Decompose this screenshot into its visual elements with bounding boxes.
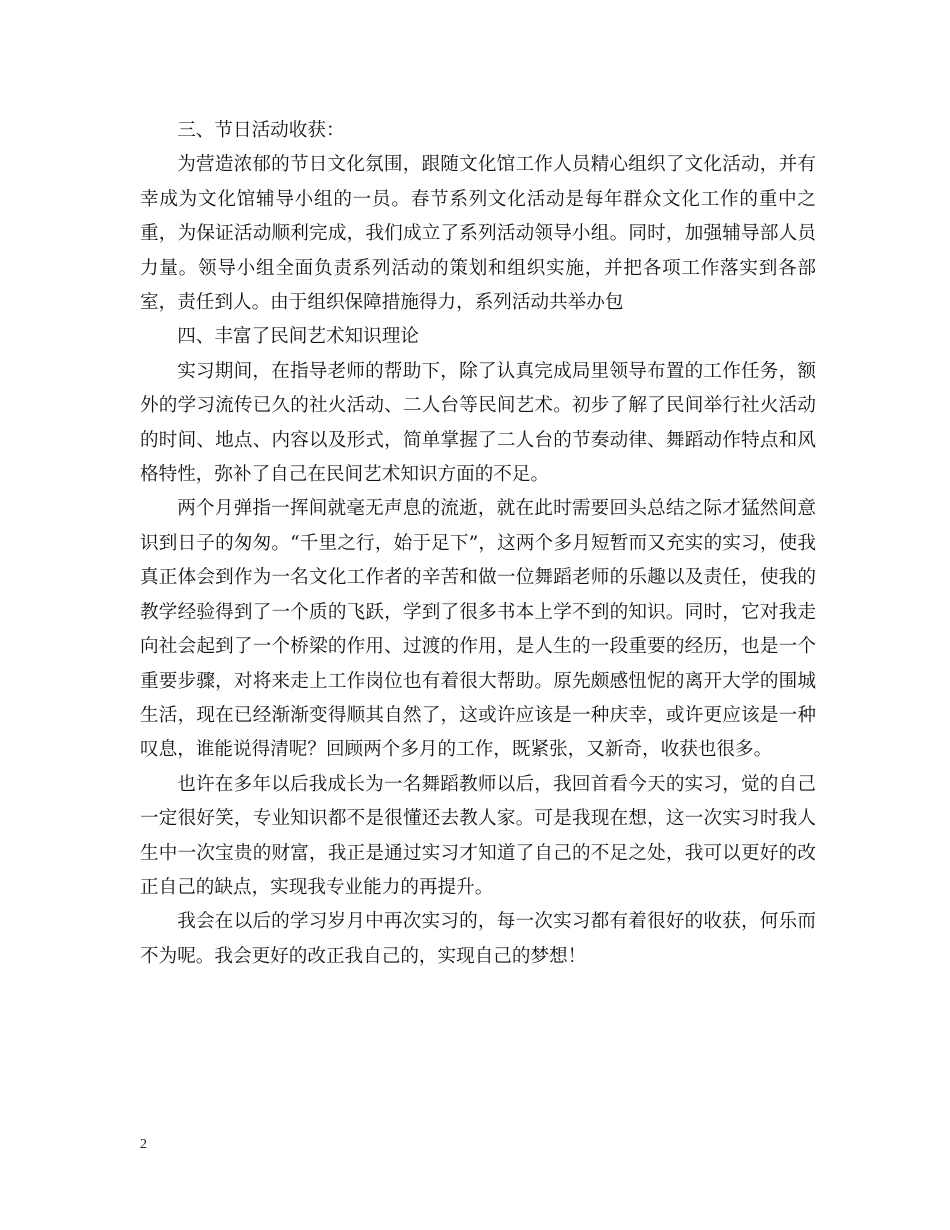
paragraph-festival-activities: 为营造浓郁的节日文化氛围，跟随文化馆工作人员精心组织了文化活动，并有幸成为文化馆辅导小组的一员。春节系列文化活动是每年群众文化工作的重中之重，为保证活动顺利完成，我们成立了系列活动领导小组。同时，加强辅导部人员力量。领导小组全面负责系列活动的策划和组织实施，并把各项工作落实到各部室，责任到人。由于组织保障措施得力，系列活动共举办包 — [140, 154, 816, 314]
paragraph-internship-reflection: 两个月弹指一挥间就毫无声息的流逝，就在此时需要回头总结之际才猛然间意识到日子的匆匆。“千里之行，始于足下”，这两个多月短暂而又充实的实习，使我真正体会到作为一名文化工作者的辛苦和做一位舞蹈老师的乐趣以及责任，使我的教学经验得到了一个质的飞跃，学到了很多书本上学不到的知识。同时，它对我走向社会起到了一个桥梁的作用、过渡的作用，是人生的一段重要的经历，也是一个重要步骤，对将来走上工作岗位也有着很大帮助。原先颇感忸怩的离开大学的围城生活，现在已经渐渐变得顺其自然了，这或许应该是一种庆幸，或许更应该是一种叹息，谁能说得清呢？回顾两个多月的工作，既紧张，又新奇，收获也很多。 — [140, 498, 816, 761]
paragraph-folk-art: 实习期间，在指导老师的帮助下，除了认真完成局里领导布置的工作任务，额外的学习流传已久的社火活动、二人台等民间艺术。初步了解了民间举行社火活动的时间、地点、内容以及形式，简单掌握了二人台的节奏动律、舞蹈动作特点和风格特性，弥补了自己在民间艺术知识方面的不足。 — [140, 360, 816, 486]
page-number: 2 — [140, 1137, 147, 1152]
section-heading-3: 三、节日活动收获： — [177, 120, 345, 141]
document-body — [140, 114, 816, 974]
paragraph-future-outlook: 也许在多年以后我成长为一名舞蹈教师以后，我回首看今天的实习，觉的自己一定很好笑，专业知识都不是很懂还去教人家。可是我现在想，这一次实习时我人生中一次宝贵的财富，我正是通过实习才知道了自己的不足之处，我可以更好的改正自己的缺点，实现我专业能力的再提升。 — [140, 773, 816, 898]
paragraph-conclusion: 我会在以后的学习岁月中再次实习的，每一次实习都有着很好的收获，何乐而不为呢。我会更好的改正我自己的，实现自己的梦想！ — [140, 911, 816, 967]
section-heading-4: 四、丰富了民间艺术知识理论 — [177, 326, 419, 348]
